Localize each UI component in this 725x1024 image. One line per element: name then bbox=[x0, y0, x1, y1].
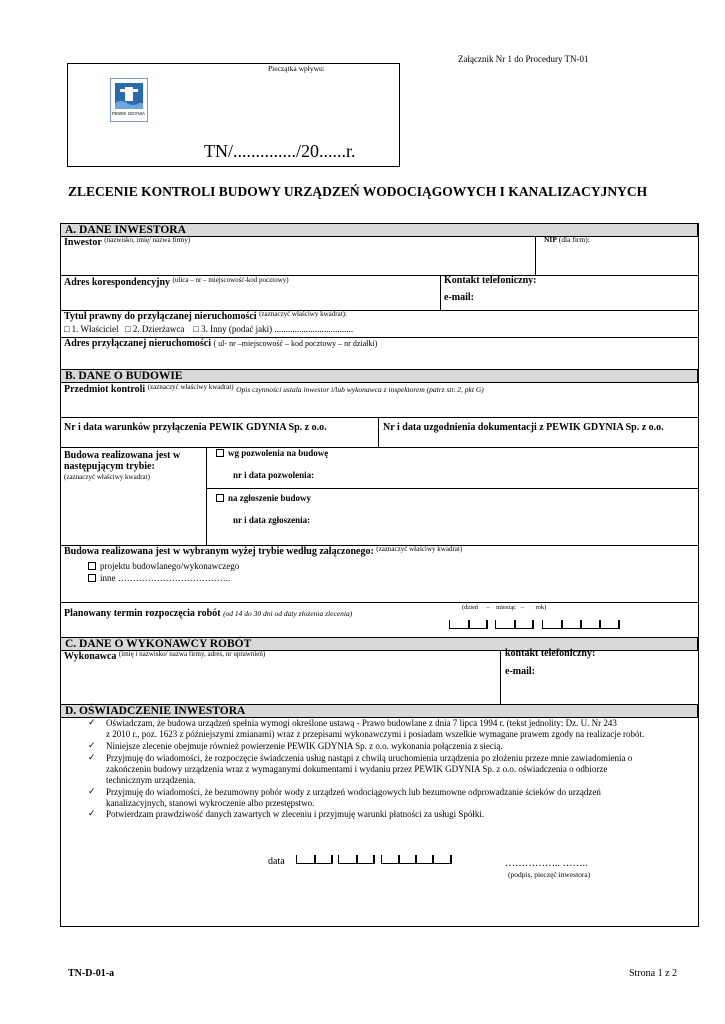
project-checkbox[interactable] bbox=[88, 562, 96, 570]
start-label: Planowany termin rozpoczęcia robót bbox=[64, 608, 221, 619]
start-date-input[interactable] bbox=[449, 620, 624, 632]
notice-option[interactable] bbox=[216, 493, 311, 503]
contractor-label: Wykonawca bbox=[64, 651, 117, 662]
stamp-box bbox=[67, 63, 400, 167]
signature-date-input[interactable] bbox=[296, 855, 456, 867]
phone-label-a[interactable]: Kontakt telefoniczny: bbox=[444, 275, 537, 286]
check-icon: ✓ bbox=[88, 717, 96, 727]
section-b-header: B. DANE O BUDOWIE bbox=[60, 369, 698, 383]
email-label-a[interactable]: e-mail: bbox=[444, 292, 474, 303]
permit-checkbox[interactable] bbox=[216, 449, 224, 457]
date-label: data bbox=[268, 856, 285, 867]
contractor-hint: (imię i nazwisko/ nazwa firmy, adres, nr uprawnień) bbox=[118, 650, 266, 658]
other-option-label: inne ……………………………….. bbox=[100, 573, 231, 583]
declaration-3b: zakończeniu budowy urządzenia wraz z wymaganymi dokumentami i wydaniu przez PEWIK GDYNIA Sp. z o.o. oświadczenia o odbiorze bbox=[106, 764, 608, 774]
section-c-header: C. DANE O WYKONAWCY ROBÓT bbox=[60, 637, 698, 651]
check-icon: ✓ bbox=[88, 808, 96, 818]
date-format-hint: (dzień – miesiąc – rok) bbox=[462, 604, 547, 611]
other-checkbox[interactable] bbox=[88, 574, 96, 582]
address-field[interactable] bbox=[64, 277, 289, 288]
object-label: Przedmiot kontroli bbox=[64, 384, 146, 395]
conditions-field[interactable]: Nr i data warunków przyłączenia PEWIK GDYNIA Sp. z o.o. bbox=[64, 422, 327, 433]
signature-hint: (podpis, pieczęć inwestora) bbox=[508, 870, 591, 879]
stamp-label: Pieczątka wpływu: bbox=[268, 64, 325, 73]
investor-hint: (nazwisko, imię/ nazwa firmy) bbox=[104, 236, 191, 244]
mode-hint: (zaznaczyć właściwy kwadrat) bbox=[64, 473, 150, 481]
contractor-field[interactable] bbox=[64, 651, 265, 662]
start-date-field bbox=[64, 608, 352, 619]
nip-field[interactable] bbox=[544, 235, 590, 244]
logo-text: PEWIK GDYNIA bbox=[112, 111, 146, 116]
notice-option-label: na zgłoszenie budowy bbox=[228, 493, 312, 503]
object-field[interactable] bbox=[64, 384, 484, 395]
legal-title-field bbox=[64, 311, 347, 322]
permit-number-field[interactable]: nr i data pozwolenia: bbox=[233, 470, 315, 480]
mode-label-line2: następującym trybie: bbox=[64, 461, 155, 472]
section-d-header: D. OŚWIADCZENIE INWESTORA bbox=[60, 704, 698, 718]
project-option-label: projektu budowlanego/wykonawczego bbox=[100, 561, 240, 571]
legal-title-options[interactable]: □ 1. Właściciel □ 2. Dzierżawca □ 3. Inny (podać jaki) ................................... bbox=[64, 324, 354, 334]
property-field[interactable] bbox=[64, 338, 377, 349]
check-icon: ✓ bbox=[88, 786, 96, 796]
declaration-3a: Przyjmuję do wiadomości, że rozpoczęcie świadczenia usług nastąpi z chwilą uruchomienia urządzenia po złożeniu przeze mnie zawiadomienia o bbox=[106, 753, 633, 763]
email-label-c[interactable]: e-mail: bbox=[505, 666, 535, 677]
check-icon: ✓ bbox=[88, 740, 96, 750]
legal-title-label: Tytuł prawny do przyłączanej nieruchomości bbox=[64, 311, 257, 322]
declaration-3c: technicznym urządzenia. bbox=[106, 775, 196, 785]
stamp-number: TN/............../20......r. bbox=[204, 141, 356, 161]
notice-checkbox[interactable] bbox=[216, 494, 224, 502]
nip-label: NIP bbox=[544, 235, 557, 244]
permit-option[interactable] bbox=[216, 448, 328, 458]
pewik-logo bbox=[110, 78, 148, 122]
attached-option-other[interactable] bbox=[88, 573, 230, 583]
address-hint: (ulica – nr – miejscowość-kod pocztowy) bbox=[172, 276, 289, 284]
attachment-note: Załącznik Nr 1 do Procedury TN-01 bbox=[458, 54, 589, 64]
signature-line[interactable]: …………….. …….. bbox=[505, 858, 588, 869]
mode-label bbox=[64, 450, 180, 472]
nip-hint: (dla firm): bbox=[558, 235, 590, 244]
start-hint: (od 14 do 30 dni od daty złożenia zlecenia) bbox=[223, 609, 353, 618]
notice-number-field[interactable]: nr i data zgłoszenia: bbox=[233, 515, 311, 525]
section-a-header: A. DANE INWESTORA bbox=[60, 223, 698, 237]
investor-label: Inwestor bbox=[64, 237, 102, 248]
declaration-4b: kanalizacyjnych, stanowi wykroczenie albo przestępstwo. bbox=[106, 798, 315, 808]
check-icon: ✓ bbox=[88, 752, 96, 762]
document-code: TN-D-01-a bbox=[68, 968, 115, 979]
approval-field[interactable]: Nr i data uzgodnienia dokumentacji z PEWIK GDYNIA Sp. z o.o. bbox=[383, 422, 664, 433]
declaration-1b: z 2010 r., poz. 1623 z późniejszymi zmianami) wraz z przepisami wykonawczymi i posiadam wszelkie wymagane prawem zgody na realizacje robót. bbox=[106, 729, 645, 739]
address-label: Adres korespondencyjny bbox=[64, 277, 171, 288]
investor-field[interactable] bbox=[64, 237, 190, 248]
declaration-2: Niniejsze zlecenie obejmuje również powierzenie PEWIK GDYNIA Sp. z o.o. wykonania połączenia z siecią. bbox=[106, 741, 503, 751]
attached-hint: (zaznaczyć właściwy kwadrat) bbox=[376, 545, 463, 553]
page-number: Strona 1 z 2 bbox=[629, 968, 678, 979]
permit-option-label: wg pozwolenia na budowę bbox=[228, 448, 329, 458]
declaration-4a: Przyjmuję do wiadomości, że bezumowny pobór wody z urządzeń wodociągowych lub bezumowne odprowadzanie ścieków do urządzeń bbox=[106, 787, 601, 797]
attached-field bbox=[64, 546, 462, 557]
page-title: ZLECENIE KONTROLI BUDOWY URZĄDZEŃ WODOCIĄGOWYCH I KANALIZACYJNYCH bbox=[68, 184, 648, 199]
declaration-1a: Oświadczam, że budowa urządzeń spełnia wymogi określone ustawą - Prawo budowlane z dnia 7 lipca 1994 r. (tekst jednolity: Dz. U. Nr 243 bbox=[106, 718, 617, 728]
object-hint: (zaznaczyć właściwy kwadrat) bbox=[147, 383, 234, 391]
mode-label-line1: Budowa realizowana jest w bbox=[64, 450, 181, 461]
property-hint: ( ul- nr –miejscowość – kod pocztowy – nr działki) bbox=[213, 339, 378, 348]
property-label: Adres przyłączanej nieruchomości bbox=[64, 338, 212, 349]
legal-title-hint: (zaznaczyć właściwy kwadrat): bbox=[259, 310, 347, 318]
attached-option-project[interactable] bbox=[88, 561, 239, 571]
phone-label-c[interactable]: kontakt telefoniczny: bbox=[505, 648, 596, 659]
declaration-5: Potwierdzam prawdziwość danych zawartych w zleceniu i przyjmuję warunki płatności za usługi Spółki. bbox=[106, 809, 485, 819]
object-note: Opis czynności ustala inwestor i/lub wykonawca z inspektorem (patrz str. 2, pkt G) bbox=[236, 385, 484, 394]
attached-label: Budowa realizowana jest w wybranym wyżej trybie według załączonego: bbox=[64, 546, 374, 557]
